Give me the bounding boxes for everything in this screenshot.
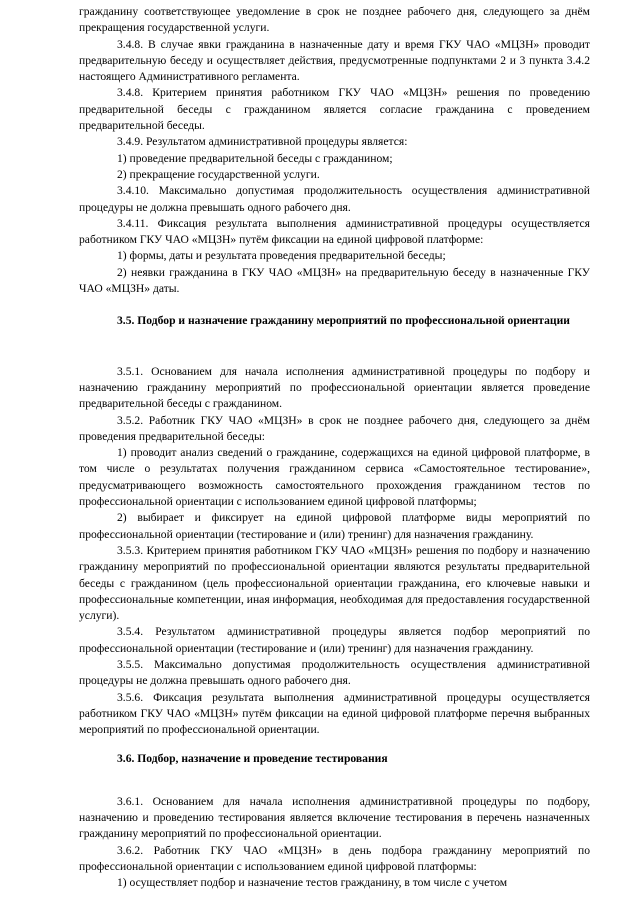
list-item-3-5-2-1: 1) проводит анализ сведений о гражданине, содержащихся на единой цифровой платформе, в том числе о результатах получения гражданином сервиса «Самостоятельное тестирование», предусматривающего возможность самостоятельного прохождения гражданином тестов по профессиональной ориентации с использованием единой цифровой платформы;	[79, 446, 590, 509]
paragraph-3-5-2: 3.5.2. Работник ГКУ ЧАО «МЦЗН» в срок не позднее рабочего дня, следующего за днём проведения предварительной беседы:	[79, 413, 590, 443]
paragraph-3-5-6: 3.5.6. Фиксация результата выполнения административной процедуры осуществляется работником ГКУ ЧАО «МЦЗН» путём фиксации на единой цифровой платформе перечня выбранных мероприятий по профессиональной ориентации.	[79, 690, 590, 737]
spacer	[79, 297, 590, 313]
paragraph-3-4-9: 3.4.9. Результатом административной процедуры является:	[117, 135, 408, 149]
paragraph-3-4-8-b: 3.4.8. Критерием принятия работником ГКУ ЧАО «МЦЗН» решения по проведению предварительной беседы с гражданином является согласие гражданина с проведением предварительной беседы.	[79, 86, 590, 133]
paragraph-3-4-8-a: 3.4.8. В случае явки гражданина в назначенные дату и время ГКУ ЧАО «МЦЗН» проводит предварительную беседу и осуществляет действия, предусмотренные подпунктами 2 и 3 пункта 3.4.2 настоящего Административного регламента.	[79, 37, 590, 84]
paragraph-continuation: гражданину соответствующее уведомление в срок не позднее рабочего дня, следующего за днём прекращения государственной услуги.	[79, 5, 590, 35]
paragraph-3-5-4: 3.5.4. Результатом административной процедуры является подбор мероприятий по профессиональной ориентации (тестирование и (или) тренинг) для назначения гражданину.	[79, 625, 590, 655]
spacer	[79, 768, 590, 794]
section-heading-3-6: 3.6. Подбор, назначение и проведение тестирования	[117, 752, 388, 766]
list-item-3-4-11-2: 2) неявки гражданина в ГКУ ЧАО «МЦЗН» на предварительную беседу в назначенные ГКУ ЧАО «МЦЗН» даты.	[79, 265, 590, 296]
list-item-3-6-2-1: 1) осуществляет подбор и назначение тестов гражданину, в том числе с учетом	[117, 876, 508, 890]
list-item-3-4-11-1: 1) формы, даты и результата проведения предварительной беседы;	[117, 249, 446, 263]
paragraph-3-4-11: 3.4.11. Фиксация результата выполнения административной процедуры осуществляется работником ГКУ ЧАО «МЦЗН» путём фиксации на единой цифровой платформе:	[79, 216, 590, 247]
list-item-3-4-9-2: 2) прекращение государственной услуги.	[117, 167, 320, 181]
spacer	[79, 738, 590, 751]
paragraph-3-4-10: 3.4.10. Максимально допустимая продолжительность осуществления административной процедуры не должна превышать одного рабочего дня.	[79, 184, 590, 214]
list-item-3-5-2-2: 2) выбирает и фиксирует на единой цифровой платформе виды мероприятий по профессиональной ориентации (тестирование и (или) тренинг) для назначения гражданину.	[79, 511, 590, 541]
list-item-3-4-9-1: 1) проведение предварительной беседы с гражданином;	[117, 151, 393, 165]
paragraph-3-5-1: 3.5.1. Основанием для начала исполнения административной процедуры по подбору и назначению гражданину мероприятий по профессиональной ориентации является проведение предварительной беседы с гражданином.	[79, 364, 590, 411]
paragraph-3-6-2: 3.6.2. Работник ГКУ ЧАО «МЦЗН» в день подбора гражданину мероприятий по профессиональной ориентации с использованием единой цифровой платформы:	[79, 843, 590, 873]
section-heading-3-5: 3.5. Подбор и назначение гражданину мероприятий по профессиональной ориентации	[117, 314, 570, 328]
spacer	[79, 330, 590, 364]
paragraph-3-5-3: 3.5.3. Критерием принятия работником ГКУ ЧАО «МЦЗН» решения по подбору и назначению гражданину мероприятий по профессиональной ориентации являются результаты предварительной беседы с гражданином (цель профессиональной ориентации гражданина, его ключевые навыки и профессиональные компетенции, иная информация, необходимая для предоставления государственной услуги).	[79, 543, 590, 623]
paragraph-3-5-5: 3.5.5. Максимально допустимая продолжительность осуществления административной процедуры не должна превышать одного рабочего дня.	[79, 657, 590, 688]
paragraph-3-6-1: 3.6.1. Основанием для начала исполнения административной процедуры по подбору, назначению и проведению тестирования является включение тестирования в перечень назначенных гражданину мероприятий по профессиональной ориентации.	[79, 794, 590, 841]
